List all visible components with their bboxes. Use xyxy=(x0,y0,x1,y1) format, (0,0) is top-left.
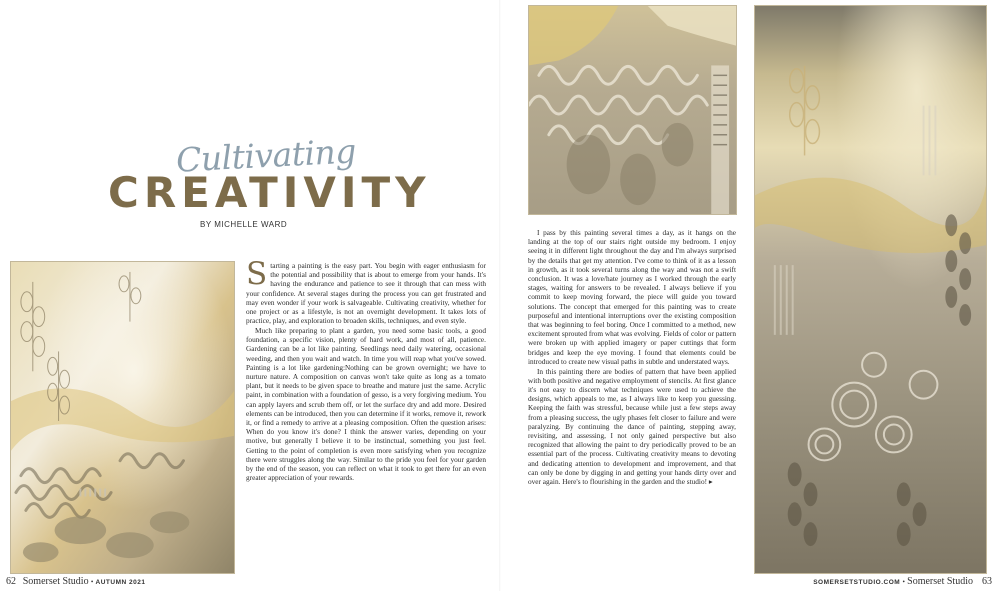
artwork-leaf-stencils-image xyxy=(10,261,235,574)
separator: • xyxy=(90,578,94,586)
article-body-left-column xyxy=(246,261,486,573)
publication-name: Somerset Studio xyxy=(22,576,89,587)
paragraph: Much like preparing to plant a garden, you need some basic tools, a good foundation, a specific vision, plenty of hard work, and most of all, patience. Gardening can be a lot like painting. Seedlings need daily watering, occasional weeding, and then you wait and watch. In time you will reap what you've sowed. Painting is a lot like gardening:Nothing can be grown overnight; we have to nurture nature. A composition on canvas won't take quite as long as a tomato plant, but it needs to be given space to breathe and mature just the same. Acrylic paint, in combination with a foundation of gesso, is a very forgiving medium. You can apply layers and scrub them off, or let the surface dry and add more. Desired elements can be introduced, then you can determine if it works, remove it, rework it, or find a remedy to arrive at a pleasing composition. Often the question arises: When do you know it's done? I think the answer varies, depending on your motive, but generally I believe it to be instinctual, something you just feel. Getting to the point of completion is even more satisfying when you recognize there were struggles along the way. Similar to the pride you feel for your garden by the end of the season, you can reflect on what it took to get there for an even greater appreciation of your rewards. xyxy=(246,325,486,483)
artwork-circles-tall-image xyxy=(754,5,987,574)
page-number: 63 xyxy=(982,576,992,587)
folio-left xyxy=(6,576,145,587)
website-label: SOMERSETSTUDIO.COM xyxy=(813,579,901,586)
byline: BY MICHELLE WARD xyxy=(200,220,288,229)
paragraph: Starting a painting is the easy part. You begin with eager enthusiasm for the potential and possibility that is about to emerge from your hands. It's having the endurance and patience to see it through that can mess with your confidence. At several stages during the process you can get frustrated and may even wonder if your work is salvageable. Cultivating creativity, whether for one project or as a lifestyle, is not an overnight development. It takes lots of practice, play, and exploration to broaden skills, techniques, and even style. xyxy=(246,261,486,326)
drop-cap: S xyxy=(246,261,268,292)
issue-label: AUTUMN 2021 xyxy=(95,579,146,586)
separator: • xyxy=(902,578,905,586)
paragraph: I pass by this painting several times a day, as it hangs on the landing at the top of our stairs right outside my bedroom. I enjoy seeing it in different light throughout the day and I'm always surprised by the details that get my attention. I've come to think of it as a lesson in growth, as it took several turns along the way and was not a swift conclusion. It was a love/hate journey as I worked through the early stages, waiting for answers to be revealed. I always believe if you commit to keep moving forward, the piece will guide you toward solutions. The concept that emerged for this painting was to create purposeful and intentional interruptions over the existing composition that was beginning to feel boring. Once I committed to a method, new excitement sprouted from what was evolving. Fields of color or pattern were broken up with applied imagery or paper cuttings that form bridges and keep the eye moving. I found that elements could be introduced to create new visual paths in subtle and understated ways. xyxy=(528,228,736,366)
article-body-right-column xyxy=(528,228,736,574)
title-kicker: Cultivating xyxy=(175,131,357,180)
artwork-script-detail-image xyxy=(528,5,737,215)
page-gutter xyxy=(499,0,501,591)
publication-name: Somerset Studio xyxy=(907,576,973,587)
article-headline: CREATIVITY xyxy=(108,168,431,217)
folio-right xyxy=(813,576,992,587)
page-number: 62 xyxy=(6,576,16,587)
paragraph: In this painting there are bodies of pattern that have been applied with both positive and negative employment of stencils. At first glance it's not easy to discern what techniques were used to achieve the designs, which appeals to me, as I always like to keep you guessing. Keeping the faith was stressful, because while just a few steps away from a pleasing success, the ugly phases felt closer to failure and were paralyzing. By continuing the dance of painting, stepping away, revisiting, and assessing, I not only gained perspective but also recognized that allowing the paint to dry periodically proved to be an essential part of the process. Cultivating creativity means to devoting and dedicating attention to development and improvement, and that can only be done by digging in and getting your hands dirty over and over again. Here's to flourishing in the garden and the studio! ▸ xyxy=(528,366,736,486)
